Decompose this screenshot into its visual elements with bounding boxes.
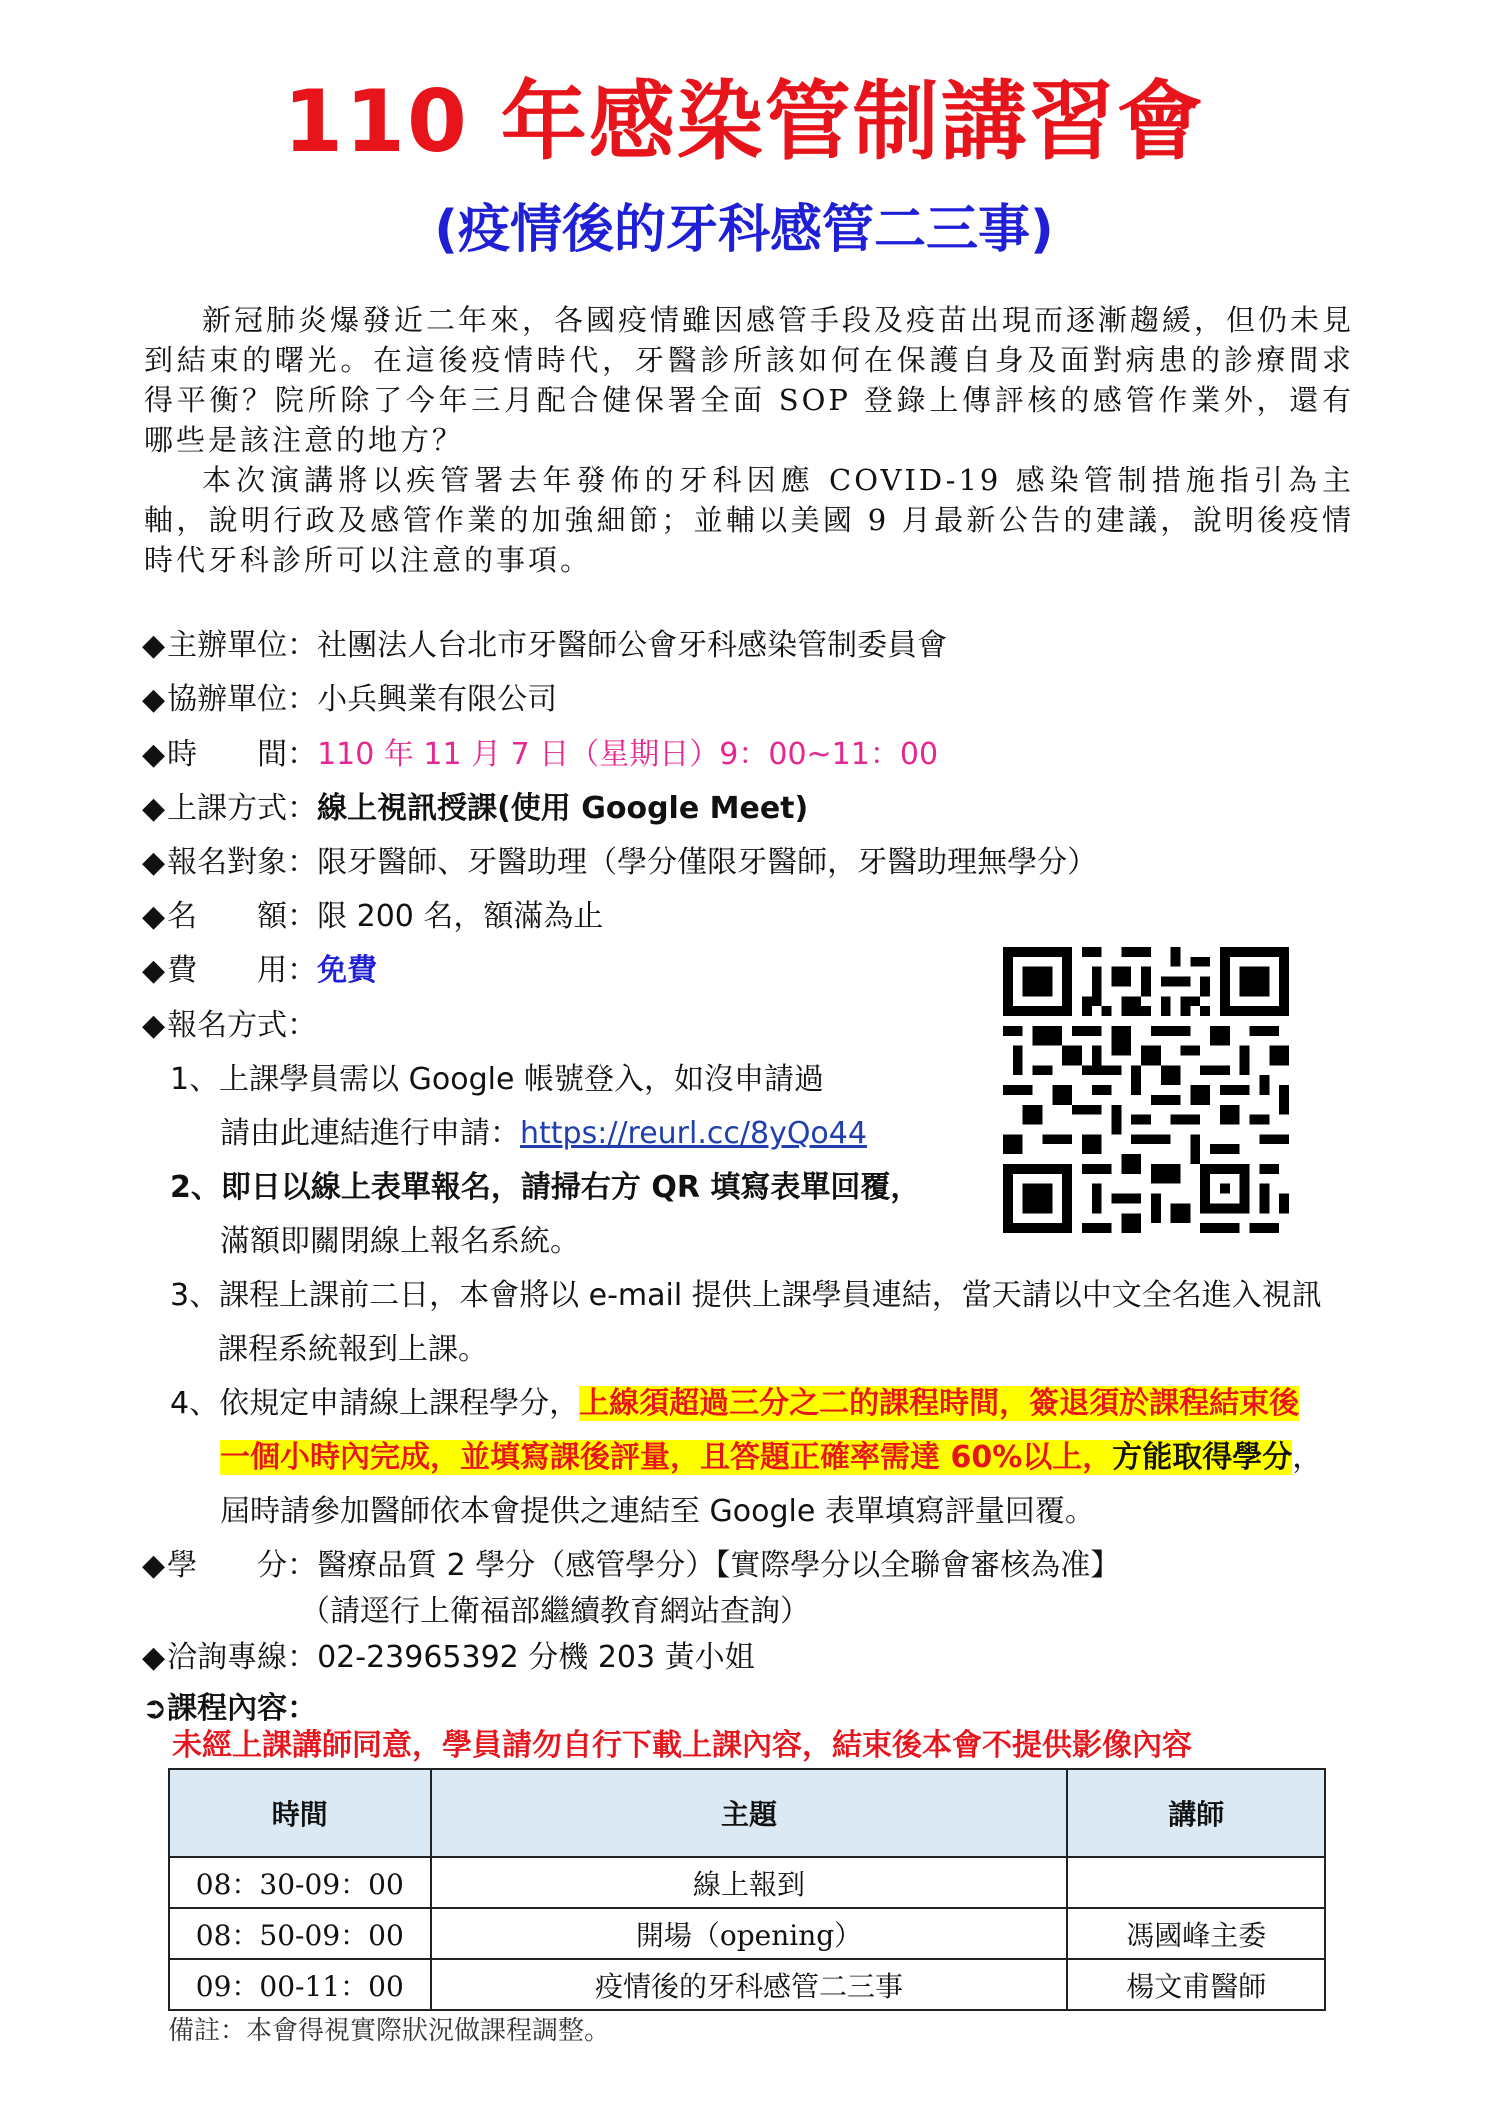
quota-value: 限 200 名，額滿為止 <box>317 899 604 934</box>
google-signup-link[interactable]: https://reurl.cc/8yQo44 <box>520 1116 867 1151</box>
table-row <box>169 1857 1325 1908</box>
diamond-bullet-icon: ◆ <box>142 1548 166 1583</box>
signup-step-3-line-1: 3、課程上課前二日，本會將以 e-mail 提供上課學員連結，當天請以中文全名進入視訊 <box>170 1278 1322 1313</box>
method-value: 線上視訊授課(使用 Google Meet) <box>317 791 809 826</box>
table-cell: 線上報到 <box>431 1857 1068 1908</box>
table-header-speaker: 講師 <box>1067 1769 1325 1857</box>
intro-paragraph-2: 本次演講將以疾管署去年發佈的牙科因應 COVID-19 感染管制措施指引為主軸，說明行政及感管作業的加強細節；並輔以美國 9 月最新公告的建議，說明後疫情時代牙科診所可以注意的事項。 <box>144 463 1354 577</box>
info-credit: ◆學 分：醫療品質 2 學分（感管學分）【實際學分以全聯會審核為准】 <box>142 1548 1121 1583</box>
signup-step-2-line-2: 滿額即關閉線上報名系統。 <box>220 1224 580 1259</box>
credit-requirement-highlight: 上線須超過三分之二的課程時間，簽退須於課程結束後 <box>579 1386 1300 1421</box>
audience-value: 限牙醫師、牙醫助理（學分僅限牙醫師，牙醫助理無學分） <box>317 845 1098 880</box>
table-row <box>169 1959 1325 2010</box>
diamond-bullet-icon: ◆ <box>142 737 166 772</box>
fee-value: 免費 <box>317 953 378 988</box>
table-header-topic: 主題 <box>431 1769 1068 1857</box>
table-cell: 楊文甫醫師 <box>1067 1959 1325 2010</box>
info-coorganizer: ◆協辦單位：小兵興業有限公司 <box>142 682 558 717</box>
time-value: 110 年 11 月 7 日（星期日）9：00~11：00 <box>317 737 939 772</box>
signup-step-2-line-1: 2、即日以線上表單報名，請掃右方 QR 填寫表單回覆， <box>170 1170 921 1205</box>
course-heading: ➲課程內容： <box>142 1691 318 1726</box>
table-cell: 疫情後的牙科感管二三事 <box>431 1959 1068 2010</box>
organizer-value: 社團法人台北市牙醫師公會牙科感染管制委員會 <box>317 628 948 663</box>
table-cell: 馮國峰主委 <box>1067 1908 1325 1959</box>
course-warning: 未經上課講師同意，學員請勿自行下載上課內容，結束後本會不提供影像內容 <box>172 1728 1192 1763</box>
table-cell: 08：50-09：00 <box>169 1908 431 1959</box>
table-cell: 開場（opening） <box>431 1908 1068 1959</box>
credit-note: （請逕行上衛福部繼續教育網站查詢） <box>300 1594 810 1629</box>
info-organizer: ◆主辦單位：社團法人台北市牙醫師公會牙科感染管制委員會 <box>142 628 948 663</box>
page-title: 110 年感染管制講習會 <box>283 72 1205 172</box>
schedule-table <box>168 1768 1326 2011</box>
info-audience: ◆報名對象：限牙醫師、牙醫助理（學分僅限牙醫師，牙醫助理無學分） <box>142 845 1098 880</box>
footnote: 備註：本會得視實際狀況做課程調整。 <box>168 2016 611 2046</box>
signup-step-3-line-2: 課程系統報到上課。 <box>218 1332 488 1367</box>
diamond-bullet-icon: ◆ <box>142 682 166 717</box>
diamond-bullet-icon: ◆ <box>142 628 166 663</box>
info-quota: ◆名 額：限 200 名，額滿為止 <box>142 899 604 934</box>
table-cell: 08：30-09：00 <box>169 1857 431 1908</box>
diamond-bullet-icon: ◆ <box>142 791 166 826</box>
signup-step-1-line-1: 1、上課學員需以 Google 帳號登入，如沒申請過 <box>170 1062 824 1097</box>
signup-step-4-line-2: 一個小時內完成，並填寫課後評量，且答題正確率需達 60%以上，方能取得學分， <box>220 1440 1323 1475</box>
info-time: ◆時 間：110 年 11 月 7 日（星期日）9：00~11：00 <box>142 737 939 772</box>
page-subtitle: (疫情後的牙科感管二三事) <box>434 200 1054 260</box>
contact-value: 02-23965392 分機 203 黃小姐 <box>317 1640 755 1675</box>
table-row <box>169 1908 1325 1959</box>
coorganizer-value: 小兵興業有限公司 <box>317 682 558 717</box>
signup-step-1-line-2: 請由此連結進行申請：https://reurl.cc/8yQo44 <box>220 1116 867 1151</box>
info-fee: ◆費 用：免費 <box>142 953 378 988</box>
info-contact: ◆洽詢專線：02-23965392 分機 203 黃小姐 <box>142 1640 755 1675</box>
signup-step-4-line-1: 4、依規定申請線上課程學分，上線須超過三分之二的課程時間，簽退須於課程結束後 <box>170 1386 1300 1421</box>
info-method: ◆上課方式：線上視訊授課(使用 Google Meet) <box>142 791 809 826</box>
diamond-bullet-icon: ◆ <box>142 1640 166 1675</box>
diamond-bullet-icon: ◆ <box>142 845 166 880</box>
intro-paragraph-1: 新冠肺炎爆發近二年來，各國疫情雖因感管手段及疫苗出現而逐漸趨緩，但仍未見到結束的曙光。在這後疫情時代，牙醫診所該如何在保護自身及面對病患的診療間求得平衡？院所除了今年三月配合健保署全面 SOP 登錄上傳評核的感管作業外，還有哪些是該注意的地方？ <box>144 303 1355 457</box>
signup-step-4-line-3: 屆時請參加醫師依本會提供之連結至 Google 表單填寫評量回覆。 <box>220 1494 1095 1529</box>
table-cell <box>1067 1857 1325 1908</box>
diamond-bullet-icon: ◆ <box>142 1008 166 1043</box>
table-header-time: 時間 <box>169 1769 431 1857</box>
intro <box>144 300 1354 580</box>
qr-code-icon[interactable] <box>1003 947 1289 1233</box>
table-cell: 09：00-11：00 <box>169 1959 431 2010</box>
credit-value: 醫療品質 2 學分（感管學分）【實際學分以全聯會審核為准】 <box>317 1548 1121 1583</box>
info-signup: ◆報名方式： <box>142 1008 318 1043</box>
credit-requirement-highlight-2: 一個小時內完成，並填寫課後評量，且答題正確率需達 60%以上， <box>220 1440 1113 1475</box>
table-header-row <box>169 1769 1325 1857</box>
diamond-bullet-icon: ◆ <box>142 953 166 988</box>
diamond-bullet-icon: ◆ <box>142 899 166 934</box>
